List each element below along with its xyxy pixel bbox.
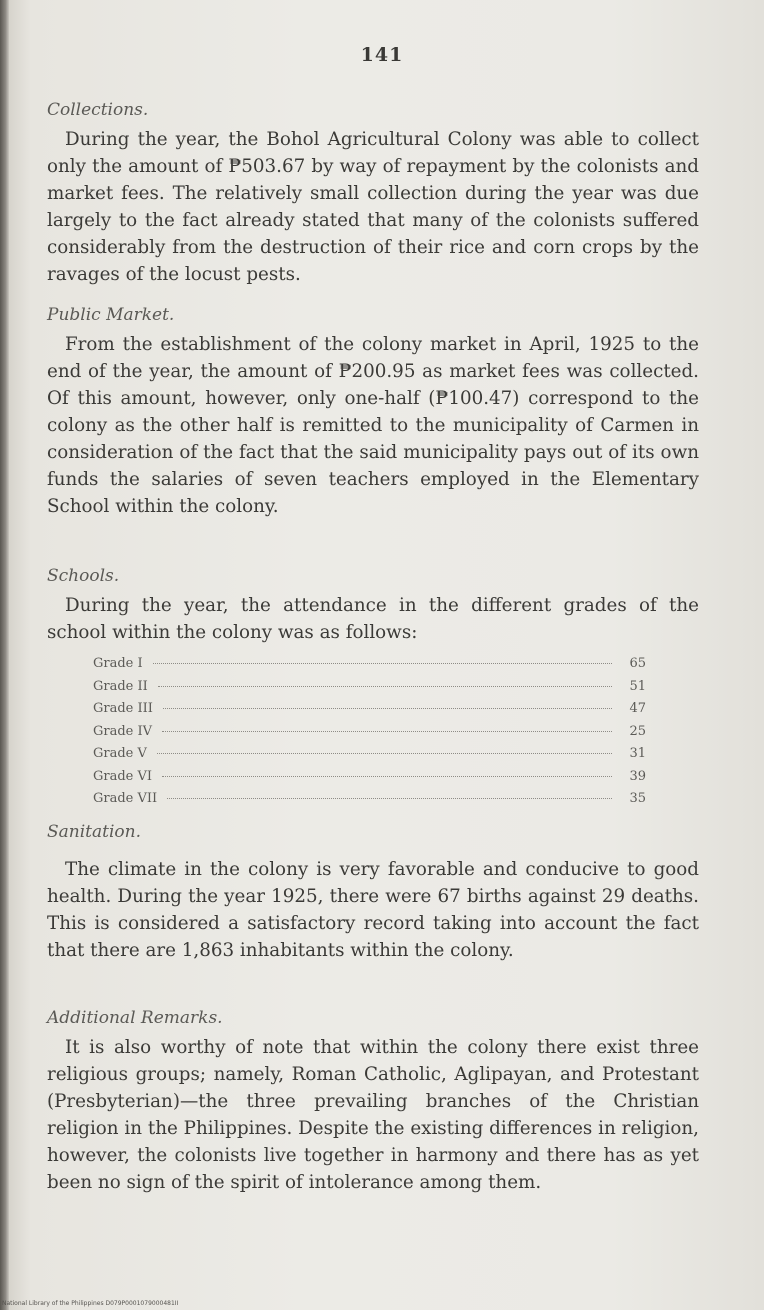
grade-label: Grade II xyxy=(93,678,148,694)
grade-count: 39 xyxy=(629,768,646,784)
grade-label: Grade V xyxy=(93,746,147,761)
section-heading-collections: Collections. xyxy=(47,100,149,120)
section-heading-public-market: Public Market. xyxy=(47,305,175,325)
grade-count: 47 xyxy=(629,701,646,716)
paragraph-collections: During the year, the Bohol Agricultural Colony was able to collect only the amount of ₱503.67 by way of repayment by the colonists and market fees. The relatively small collection during the year was due largely to the fact already stated that many of the colonists suffered considerably from the destruction of their rice and corn crops by the ravages of the locust pests. xyxy=(47,129,699,285)
paragraph-additional-remarks: It is also worthy of note that within the colony there exist three religious groups; namely, Roman Catholic, Aglipayan, and Protestant (Presbyterian)—the three prevailing branches of the Christian religion in the Philippines. Despite the existing differences in religion, however, the colonists live together in harmony and there has as yet been no sign of the spirit of intolerance among them. xyxy=(47,1037,699,1193)
grade-count: 25 xyxy=(629,723,646,739)
paragraph-schools: During the year, the attendance in the different grades of the school within the colony was as follows: xyxy=(47,595,699,643)
section-heading-additional-remarks: Additional Remarks. xyxy=(47,1008,223,1028)
paragraph-sanitation: The climate in the colony is very favorable and conducive to good health. During the year 1925, there were 67 births against 29 deaths. This is considered a satisfactory record taking into account the fact that there are 1,863 inhabitants within the colony. xyxy=(47,859,699,961)
dot-leader xyxy=(153,663,612,664)
grade-row xyxy=(93,791,646,814)
grade-label: Grade VII xyxy=(93,791,158,806)
grade-attendance-list xyxy=(93,656,646,814)
library-footer-stamp: National Library of the Philippines D079P0001079000481II xyxy=(2,1300,179,1307)
grade-count: 51 xyxy=(629,678,646,694)
book-spine-shadow xyxy=(0,0,9,1310)
dot-leader xyxy=(162,776,612,777)
grade-label: Grade IV xyxy=(93,723,153,739)
grade-row xyxy=(93,724,646,747)
section-heading-sanitation: Sanitation. xyxy=(47,822,141,842)
grade-count: 35 xyxy=(629,791,646,806)
dot-leader xyxy=(162,731,612,732)
grade-count: 65 xyxy=(629,656,646,671)
grade-row xyxy=(93,656,646,679)
dot-leader xyxy=(157,753,612,754)
grade-row xyxy=(93,701,646,724)
dot-leader xyxy=(163,708,612,709)
grade-label: Grade III xyxy=(93,701,153,716)
section-heading-schools: Schools. xyxy=(47,566,120,586)
dot-leader xyxy=(167,798,612,799)
grade-label: Grade VI xyxy=(93,768,153,784)
grade-row xyxy=(93,769,646,792)
grade-row xyxy=(93,679,646,702)
grade-label: Grade I xyxy=(93,656,143,671)
dot-leader xyxy=(158,686,612,687)
page-number: 141 xyxy=(360,44,404,66)
paragraph-public-market: From the establishment of the colony market in April, 1925 to the end of the year, the amount of ₱200.95 as market fees was collected. Of this amount, however, only one-half (₱100.47) correspond to the colony as the other half is remitted to the municipality of Carmen in consideration of the fact that the said municipality pays out of its own funds the salaries of seven teachers employed in the Elementary School within the colony. xyxy=(47,334,699,517)
grade-row xyxy=(93,746,646,769)
grade-count: 31 xyxy=(629,746,646,761)
